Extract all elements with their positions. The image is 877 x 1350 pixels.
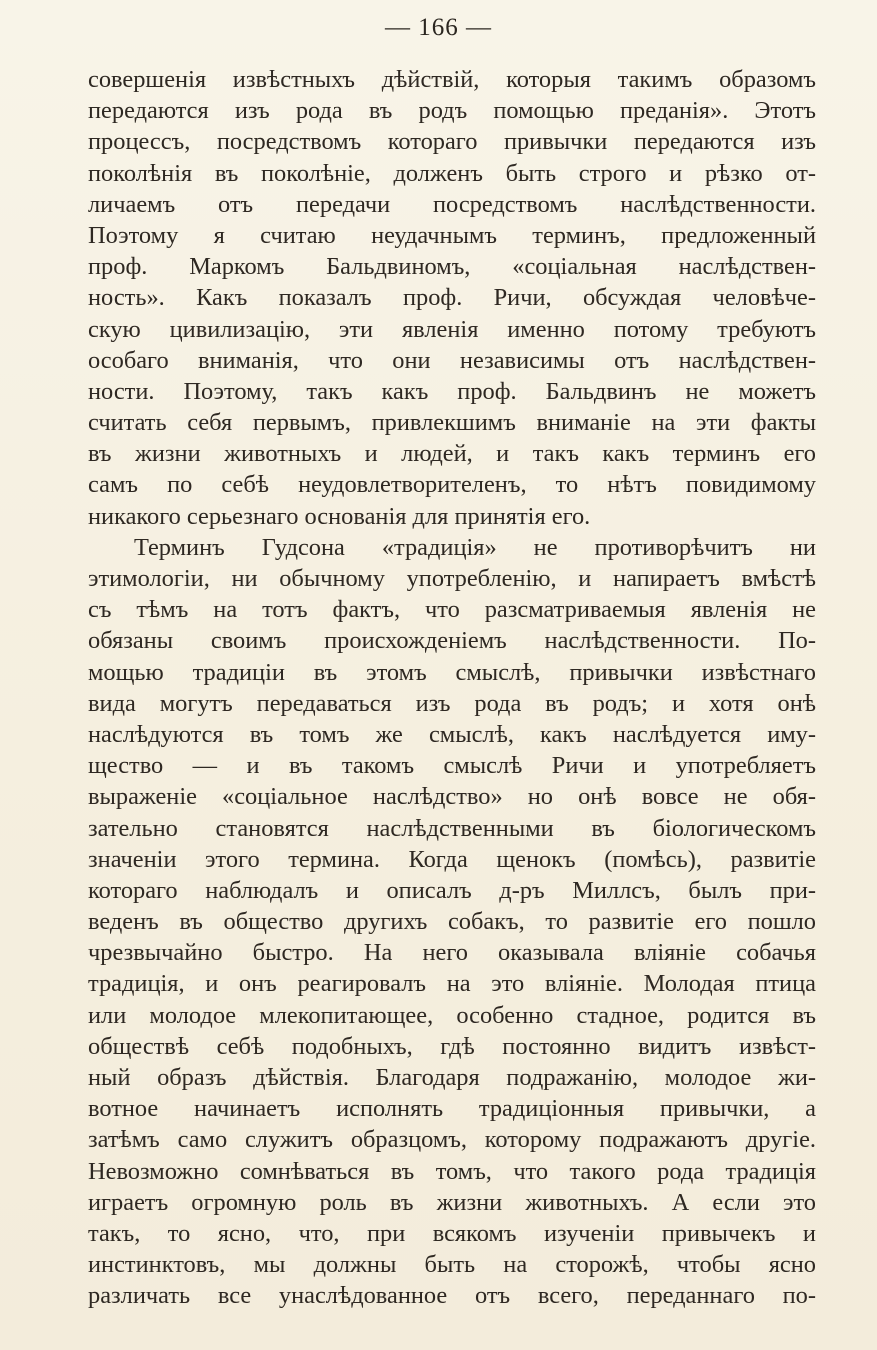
text-line: передаются изъ рода въ родъ помощью преданія». Этотъ: [88, 97, 816, 125]
text-line: инстинктовъ, мы должны быть на сторожѣ, чтобы ясно: [88, 1251, 816, 1279]
text-line: мощью традиціи въ этомъ смыслѣ, привычки извѣстнаго: [88, 658, 816, 686]
text-line: Невозможно сомнѣваться въ томъ, что такого рода традиція: [88, 1157, 816, 1185]
text-line: особаго вниманія, что они независимы отъ наслѣдствен-: [88, 346, 816, 374]
page-number: — 166 —: [385, 14, 492, 41]
body-text: [88, 64, 816, 1312]
text-line: ность». Какъ показалъ проф. Ричи, обсуждая человѣче-: [88, 284, 816, 312]
text-line: самъ по себѣ неудовлетворителенъ, то нѣтъ повидимому: [88, 471, 816, 499]
text-line: процессъ, посредствомъ котораго привычки передаются изъ: [88, 128, 816, 156]
text-line: затѣмъ само служитъ образцомъ, которому подражаютъ другіе.: [88, 1126, 816, 1154]
text-line: совершенія извѣстныхъ дѣйствій, которыя такимъ образомъ: [88, 66, 816, 93]
text-line: ный образъ дѣйствія. Благодаря подражанію, молодое жи-: [88, 1064, 816, 1091]
text-line: вотное начинаетъ исполнять традиціонныя привычки, а: [88, 1095, 816, 1123]
text-line: играетъ огромную роль въ жизни животныхъ. А если это: [88, 1188, 816, 1216]
text-line: чрезвычайно быстро. На него оказывала вліяніе собачья: [88, 939, 816, 967]
text-line: различать все унаслѣдованное отъ всего, переданнаго по-: [88, 1282, 816, 1310]
text-line: ности. Поэтому, такъ какъ проф. Бальдвинъ не можетъ: [88, 377, 816, 405]
text-line: проф. Маркомъ Бальдвиномъ, «соціальная наслѣдствен-: [88, 253, 816, 281]
text-line: Терминъ Гудсона «традиція» не противорѣчитъ ни: [134, 533, 816, 561]
paragraph-1: [88, 64, 816, 532]
text-line: наслѣдуются въ томъ же смыслѣ, какъ наслѣдуется иму-: [88, 720, 816, 748]
text-line: обязаны своимъ происхожденіемъ наслѣдственности. По-: [88, 627, 816, 655]
text-line: этимологіи, ни обычному употребленію, и напираетъ вмѣстѣ: [88, 565, 816, 592]
text-line: скую цивилизацію, эти явленія именно потому требуютъ: [88, 315, 816, 343]
paragraph-2: [88, 532, 816, 1312]
text-line: значеніи этого термина. Когда щенокъ (помѣсь), развитіе: [88, 845, 816, 873]
text-line: выраженіе «соціальное наслѣдство» но онѣ вовсе не обя-: [88, 783, 816, 811]
text-line: съ тѣмъ на тотъ фактъ, что разсматриваемыя явленія не: [88, 596, 816, 624]
text-line: поколѣнія въ поколѣніе, долженъ быть строго и рѣзко от-: [88, 159, 816, 187]
text-line: традиція, и онъ реагировалъ на это вліяніе. Молодая птица: [88, 970, 816, 998]
text-line: считать себя первымъ, привлекшимъ вниманіе на эти факты: [88, 409, 816, 437]
text-line: обществѣ себѣ подобныхъ, гдѣ постоянно видитъ извѣст-: [88, 1032, 816, 1060]
text-line: котораго наблюдалъ и описалъ д-ръ Миллсъ, былъ при-: [88, 876, 816, 904]
text-line: вида могутъ передаваться изъ рода въ родъ; и хотя онѣ: [88, 689, 816, 717]
text-line: такъ, то ясно, что, при всякомъ изученіи привычекъ и: [88, 1219, 816, 1247]
text-line: никакого серьезнаго основанія для принятія его.: [88, 502, 591, 530]
text-line: щество — и въ такомъ смыслѣ Ричи и употребляетъ: [88, 752, 816, 780]
text-line: зательно становятся наслѣдственными въ біологическомъ: [88, 814, 816, 842]
text-line: или молодое млекопитающее, особенно стадное, родится въ: [88, 1001, 816, 1029]
text-line: Поэтому я считаю неудачнымъ терминъ, предложенный: [88, 221, 816, 249]
text-line: веденъ въ общество другихъ собакъ, то развитіе его пошло: [88, 908, 816, 936]
text-line: въ жизни животныхъ и людей, и такъ какъ терминъ его: [88, 440, 816, 468]
text-line: личаемъ отъ передачи посредствомъ наслѣдственности.: [88, 190, 816, 218]
